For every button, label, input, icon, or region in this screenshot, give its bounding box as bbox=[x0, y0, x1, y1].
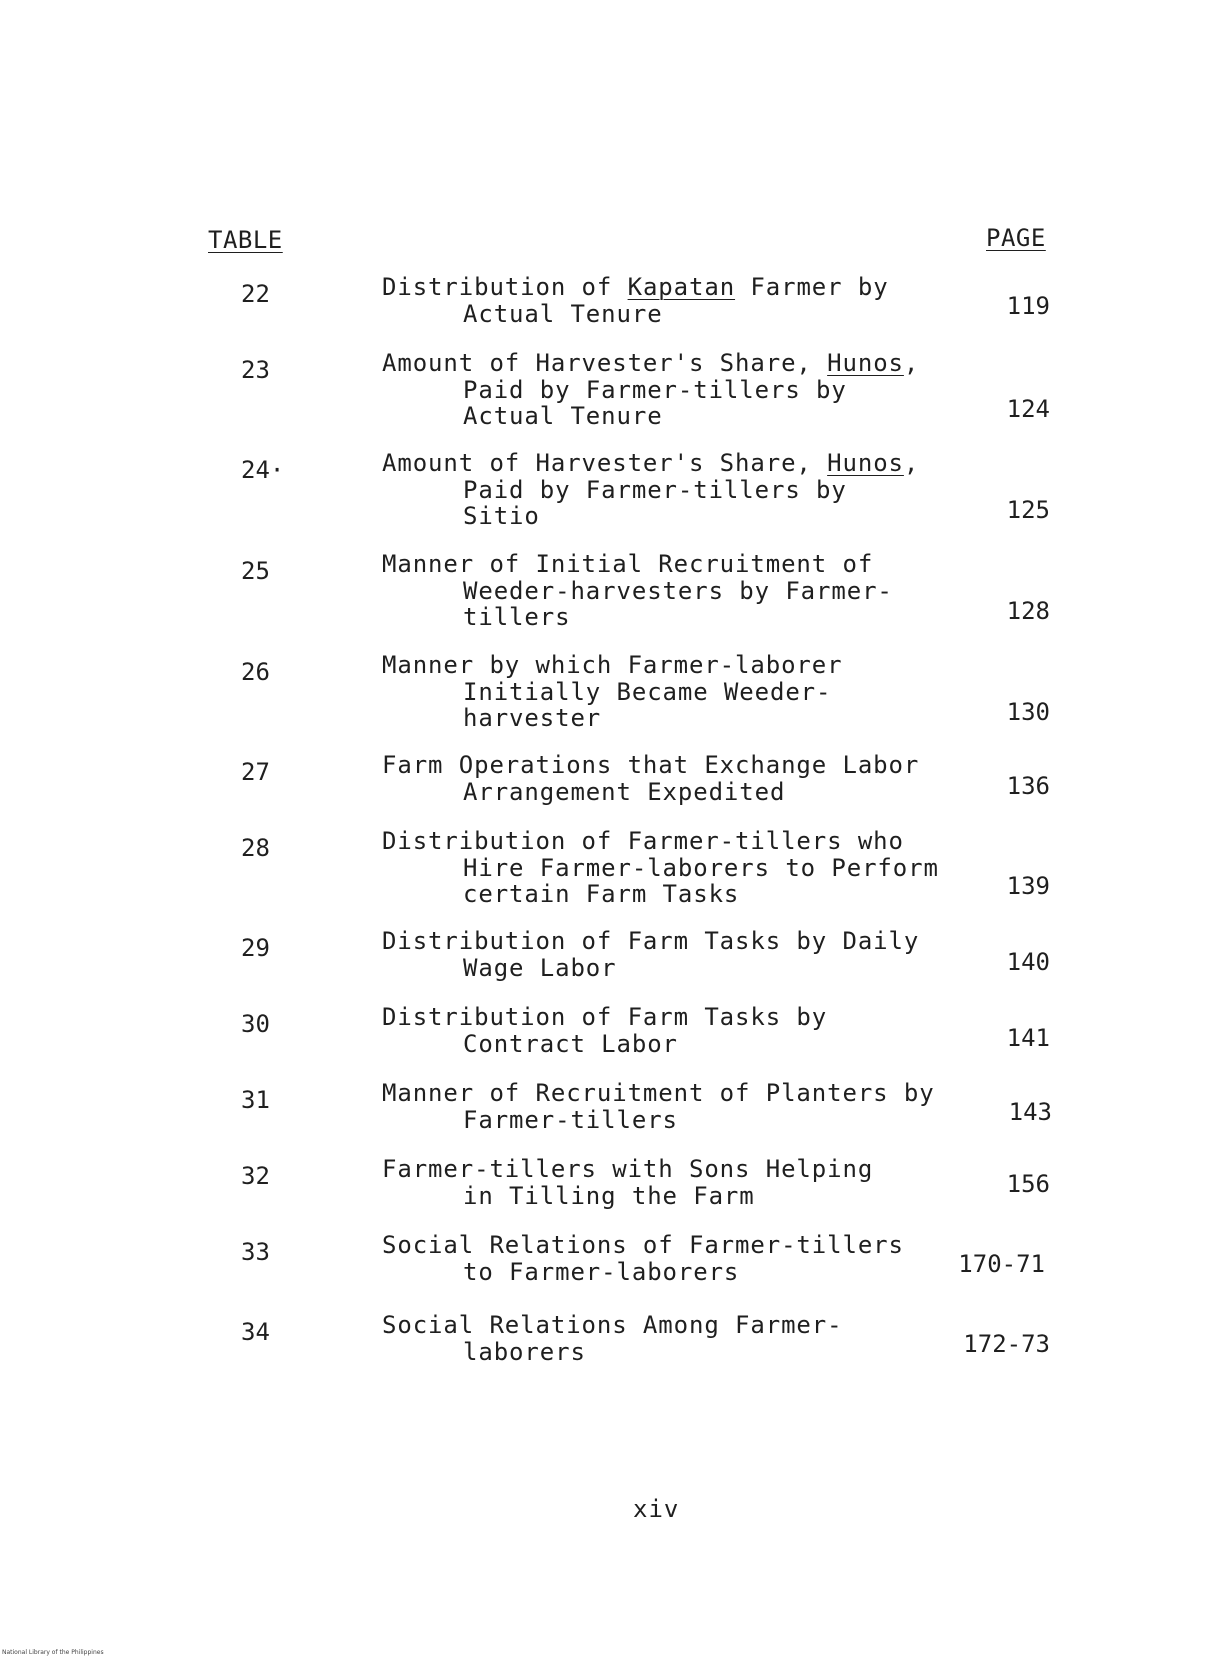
page-column-header: PAGE bbox=[986, 224, 1046, 252]
list-of-tables bbox=[0, 274, 1223, 1388]
title-text: Paid by Farmer-tillers by bbox=[463, 475, 847, 504]
page-number: 119 bbox=[1006, 292, 1050, 320]
title-text: Manner of Initial Recruitment of bbox=[382, 550, 874, 578]
table-entry-22 bbox=[0, 274, 1223, 350]
table-entry-25 bbox=[0, 551, 1223, 652]
table-number: 23 bbox=[241, 356, 270, 384]
title-text: Wage Labor bbox=[463, 953, 617, 982]
table-entry-32 bbox=[0, 1156, 1223, 1232]
table-title bbox=[382, 1156, 873, 1209]
title-text: laborers bbox=[463, 1337, 586, 1366]
title-text: Paid by Farmer-tillers by bbox=[463, 375, 847, 404]
table-title bbox=[382, 1080, 935, 1133]
table-title bbox=[382, 274, 889, 327]
page-number: 140 bbox=[1006, 948, 1050, 976]
title-text: Arrangement Expedited bbox=[463, 777, 786, 806]
table-number: 34 bbox=[241, 1318, 270, 1346]
table-title bbox=[382, 928, 919, 981]
title-text: Farmer-tillers bbox=[463, 1105, 678, 1134]
page-number: 141 bbox=[1006, 1024, 1050, 1052]
table-title bbox=[382, 1232, 904, 1285]
table-entry-24 bbox=[0, 450, 1223, 551]
title-text: Distribution of Farmer-tillers who bbox=[382, 827, 904, 855]
title-text: Actual Tenure bbox=[463, 299, 663, 328]
table-number: 32 bbox=[241, 1162, 270, 1190]
table-title bbox=[382, 450, 919, 530]
title-text: Distribution of bbox=[382, 273, 628, 301]
page-number: 125 bbox=[1006, 496, 1050, 524]
page-number: 124 bbox=[1006, 395, 1050, 423]
table-entry-29 bbox=[0, 928, 1223, 1004]
folio-page-number: xiv bbox=[633, 1495, 680, 1523]
page-number: 170-71 bbox=[958, 1250, 1045, 1278]
table-entry-30 bbox=[0, 1004, 1223, 1080]
table-entry-26 bbox=[0, 652, 1223, 752]
table-entry-23 bbox=[0, 350, 1223, 450]
table-entry-34 bbox=[0, 1312, 1223, 1388]
title-text: , bbox=[903, 349, 920, 377]
table-title bbox=[382, 551, 893, 631]
title-text: to Farmer-laborers bbox=[463, 1257, 740, 1286]
title-text: Farm Operations that Exchange Labor bbox=[382, 751, 920, 779]
table-entry-31 bbox=[0, 1080, 1223, 1156]
table-number: 30 bbox=[241, 1010, 270, 1038]
table-title bbox=[382, 752, 919, 805]
title-emphasis: Hunos bbox=[827, 449, 904, 477]
title-text: harvester bbox=[463, 704, 602, 732]
title-text: Weeder-harvesters by Farmer- bbox=[463, 576, 893, 605]
table-number: 29 bbox=[241, 934, 270, 962]
title-text: Amount of Harvester's Share, bbox=[382, 349, 828, 377]
table-number: 31 bbox=[241, 1086, 270, 1114]
title-text: Contract Labor bbox=[463, 1029, 678, 1058]
table-number: 22 bbox=[241, 280, 270, 308]
title-text: Sitio bbox=[463, 502, 540, 530]
table-title bbox=[382, 1004, 827, 1057]
page-number: 139 bbox=[1006, 872, 1050, 900]
title-text: Farmer by bbox=[735, 273, 889, 301]
archive-footer: National Library of the Philippines bbox=[2, 1649, 104, 1656]
title-text: Social Relations Among Farmer- bbox=[382, 1311, 843, 1339]
page-number: 143 bbox=[1008, 1098, 1052, 1126]
table-entry-33 bbox=[0, 1232, 1223, 1312]
title-emphasis: Kapatan bbox=[627, 273, 736, 301]
table-number: 25 bbox=[241, 557, 270, 585]
title-text: , bbox=[903, 449, 920, 477]
title-text: Amount of Harvester's Share, bbox=[382, 449, 828, 477]
table-number: 26 bbox=[241, 658, 270, 686]
title-text: Social Relations of Farmer-tillers bbox=[382, 1231, 904, 1259]
table-column-header: TABLE bbox=[208, 226, 283, 254]
title-text: tillers bbox=[463, 603, 571, 631]
table-number: 28 bbox=[241, 834, 270, 862]
title-text: Manner of Recruitment of Planters by bbox=[382, 1079, 935, 1107]
page-number: 172-73 bbox=[963, 1330, 1050, 1358]
table-entry-28 bbox=[0, 828, 1223, 928]
table-title bbox=[382, 350, 919, 430]
title-text: Hire Farmer-laborers to Perform bbox=[463, 853, 939, 882]
title-text: certain Farm Tasks bbox=[463, 880, 740, 908]
title-text: Distribution of Farm Tasks by Daily bbox=[382, 927, 920, 955]
title-text: in Tilling the Farm bbox=[463, 1181, 755, 1210]
title-emphasis: Hunos bbox=[827, 349, 904, 377]
title-text: Farmer-tillers with Sons Helping bbox=[382, 1155, 874, 1183]
page-number: 128 bbox=[1006, 597, 1050, 625]
table-entry-27 bbox=[0, 752, 1223, 828]
table-number: 24· bbox=[241, 456, 285, 484]
page-number: 130 bbox=[1006, 698, 1050, 726]
table-title bbox=[382, 1312, 842, 1365]
page-number: 136 bbox=[1006, 772, 1050, 800]
page-number: 156 bbox=[1006, 1170, 1050, 1198]
title-text: Manner by which Farmer-laborer bbox=[382, 651, 843, 679]
title-text: Initially Became Weeder- bbox=[463, 677, 832, 706]
table-title bbox=[382, 828, 939, 908]
title-text: Distribution of Farm Tasks by bbox=[382, 1003, 828, 1031]
table-number: 27 bbox=[241, 758, 270, 786]
table-title bbox=[382, 652, 842, 732]
title-text: Actual Tenure bbox=[463, 402, 663, 430]
table-number: 33 bbox=[241, 1238, 270, 1266]
